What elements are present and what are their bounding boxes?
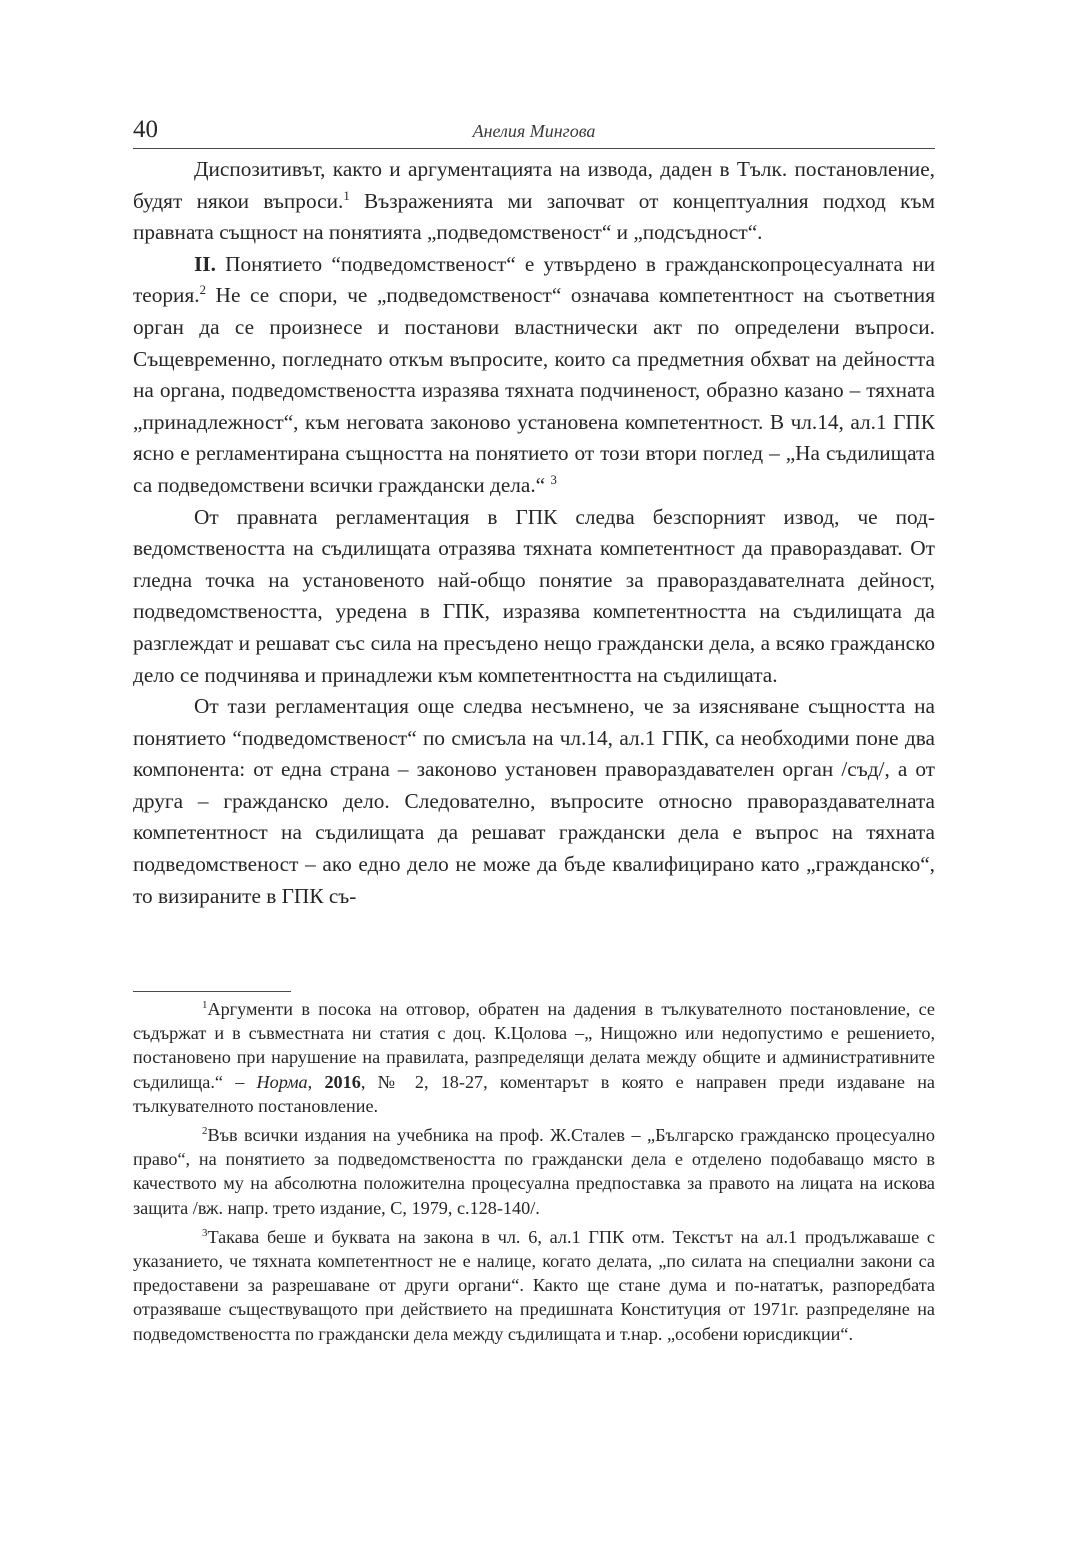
running-head-author: Анелия Мингова [472,121,596,141]
paragraph-2-text-a: Понятието “подведомственост“ е утвърдено в гражданскопроцесуалната ни теория. [133,251,935,308]
footnote-2-text: Във всички издания на учебника на проф. Ж.Сталев – „Българско гражданско процесуално право“, на понятието за подведомствеността по граждански дела е отделено подобаващо място в качеството му на абсолютна положителна процесуална предпоставка за правото на лицата на искова защита /вж. напр. трето издание, С, 1979, с.128-140/. [133,1125,935,1218]
footnote-1-number: 1 [202,998,208,1011]
section-number: II. [194,251,216,276]
footnote-1-year: 2016 [324,1071,361,1092]
paragraph-1-text-b: Възраженията ми започват от концептуалния подход към правната същност на понятията „подведомственост“ и „подсъдност“. [133,188,935,245]
page-header [133,114,935,149]
main-text [133,154,935,912]
footnote-2-number: 2 [202,1124,208,1137]
footnote-3-text: Такава беше и буквата на закона в чл. 6, ал.1 ГПК отм. Текстът на ал.1 продължаваше с указанието, че тяхната компетентност не е налице, когато делата, „по силата на специални закони са предоставени за разрешаване от други органи“. Както ще стане дума и по-нататък, разпоредбата отразяваше съществуващото при действието на предишната Конституция от 1971г. разпределяне на подведомствеността по граждански дела между съдилищата и т.нар. „особени юрисдикции“. [133,1226,935,1344]
paragraph-1-text-a: Диспозитивът, както и аргументацията на извода, даден в Тълк. постановление, будят някои въпроси. [133,157,935,213]
footnote-2 [133,1123,935,1220]
footnotes [133,997,935,1351]
footnote-3-number: 3 [202,1226,208,1239]
footnote-1-text-a: Аргументи в посока на отговор, обратен на дадения в тълкувателното постановление, се съдържат и в съвместната ни статия с доц. К.Цолова –„ Нищожно или недопустимо е решението, постановено при нарушение на правилата, разпределящи делата между общите и административните съдилища.“ – [133,999,935,1092]
footnote-ref-3: 3 [550,472,557,487]
footnote-ref-2: 2 [199,283,206,298]
footnote-1-text-b: , [307,1071,325,1092]
paragraph-2 [133,249,935,502]
paragraph-1 [133,154,935,249]
paragraph-2-text-b: Не се спори, че „подведомственост“ означава компетентност на съответния орган да се произнесе и постанови властнически акт по определени въпроси. Същевременно, погледнато откъм въпросите, които са предметния обхват на дейността на органа, подведомствеността изразява тяхната подчиненост, образно казано – тяхната „принадлежност“, към неговата законово установена компетентност. В чл.14, ал.1 ГПК ясно е регламентирана същността на понятието от този втори поглед – „На съдилищата са подведомствени всички граждански дела.“ [133,283,935,497]
footnote-separator [133,991,291,992]
paragraph-4: От тази регламентация още следва несъмнено, че за изясняване същността на понятието “подведомственост“ по смисъла на чл.14, ал.1 ГПК, са необходими поне два компонента: от една страна – законово установен правораздавателен орган /съд/, а от друга – гражданско дело. Следователно, въпросите относно правораздавателната компетентност на съдилищата да решават граждански дела е въпрос на тяхната подведомственост – ако едно дело не може да бъде квалифицирано като „гражданско“, то визираните в ГПК съ- [133,694,935,908]
footnote-3 [133,1225,935,1346]
footnote-ref-1: 1 [343,188,350,203]
footnote-1 [133,997,935,1118]
footnote-1-text-c: , № 2, 18-27, коментарът в която е направен преди издаване на тълкувателното постановление. [133,1071,936,1116]
paragraph-3: От правната регламентация в ГПК следва безспорният извод, че подведомствеността на съдилищата отразява тяхната компетентност да правораздават. От гледна точка на установеното най-общо понятие за правораздaвателната дейност, подведомствеността, уредена в ГПК, изразява компетентността на съдилищата да разглеждат и решават със сила на пресъдено нещо граждански дела, а всяко гражданско дело се подчинява и принадлежи към компетентността на съдилищата. [133,504,935,687]
page-number: 40 [133,116,158,143]
footnote-1-journal: Норма [256,1071,308,1092]
